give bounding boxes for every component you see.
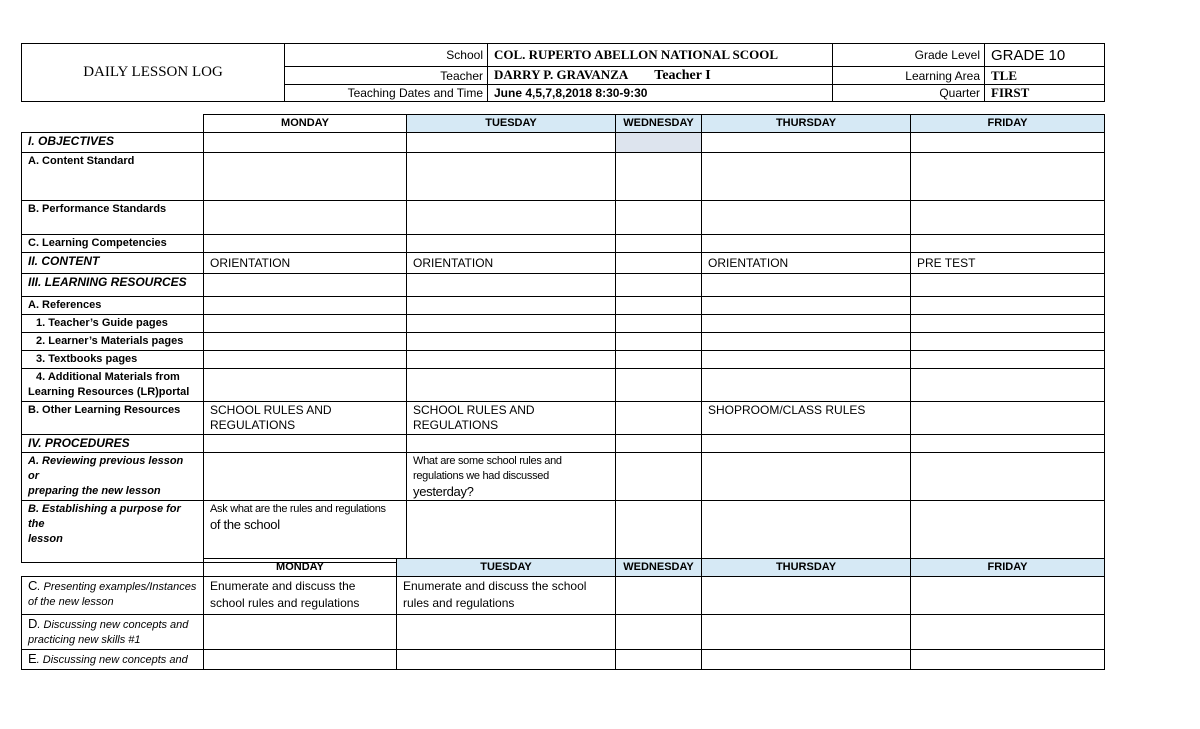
additional-materials-line2: Learning Resources (LR)portal (28, 386, 190, 398)
discussing1-line1: . Discussing new concepts and (37, 619, 189, 631)
table-row (22, 253, 1105, 274)
day-tuesday: TUESDAY (407, 115, 616, 133)
other-resources-monday: SCHOOL RULES AND REGULATIONS (204, 402, 407, 435)
presenting-monday-line2: school rules and regulations (210, 596, 360, 610)
table-row (22, 133, 1105, 153)
purpose-line1: B. Establishing a purpose for the (28, 503, 181, 530)
purpose-line2: lesson (28, 533, 63, 545)
table-row (22, 402, 1105, 435)
table-row (22, 501, 1105, 563)
quarter-label: Quarter (833, 85, 985, 102)
presenting-tuesday-line1: Enumerate and discuss the school (403, 579, 587, 593)
other-resources-tuesday: SCHOOL RULES AND REGULATIONS (407, 402, 616, 435)
presenting-label (22, 577, 204, 615)
learning-area-value: TLE (985, 67, 1105, 85)
table-row (22, 615, 1105, 650)
day-tuesday: TUESDAY (397, 559, 616, 577)
reviewing-line2: preparing the new lesson (28, 485, 161, 497)
school-label: School (285, 44, 488, 67)
lesson-plan-table-continued (21, 558, 1105, 670)
day-friday: FRIDAY (911, 115, 1105, 133)
day-wednesday: WEDNESDAY (616, 559, 702, 577)
document-title: DAILY LESSON LOG (22, 44, 285, 102)
purpose-monday-line2: of the school (210, 517, 280, 532)
table-row (22, 650, 1105, 670)
learning-resources-heading: III. LEARNING RESOURCES (22, 274, 204, 297)
content-friday: PRE TEST (911, 253, 1105, 274)
table-row (22, 577, 1105, 615)
learners-materials-label: 2. Learner’s Materials pages (22, 333, 204, 351)
presenting-monday-line1: Enumerate and discuss the (210, 579, 356, 593)
dates-value: June 4,5,7,8,2018 8:30-9:30 (488, 85, 833, 102)
discussing2-label (22, 650, 204, 670)
performance-standards-label: B. Performance Standards (22, 201, 204, 235)
presenting-line1: . Presenting examples/Instances (37, 581, 197, 593)
teacher-label: Teacher (285, 67, 488, 85)
content-tuesday: ORIENTATION (407, 253, 616, 274)
content-standard-label: A. Content Standard (22, 153, 204, 201)
day-thursday: THURSDAY (702, 559, 911, 577)
presenting-tuesday-line2: rules and regulations (403, 596, 515, 610)
table-row (22, 201, 1105, 235)
day-header-row (22, 559, 1105, 577)
table-row (22, 315, 1105, 333)
purpose-label (22, 501, 204, 563)
day-header-row (22, 115, 1105, 133)
additional-materials-line1: 4. Additional Materials from (36, 371, 180, 383)
day-monday: MONDAY (204, 559, 397, 577)
reviewing-tuesday (407, 453, 616, 501)
table-row (22, 297, 1105, 315)
presenting-tuesday (397, 577, 616, 615)
references-label: A. References (22, 297, 204, 315)
dates-label: Teaching Dates and Time (285, 85, 488, 102)
procedures-heading: IV. PROCEDURES (22, 435, 204, 453)
discussing1-label (22, 615, 204, 650)
reviewing-line1: A. Reviewing previous lesson or (28, 455, 184, 482)
other-resources-thursday: SHOPROOM/CLASS RULES (702, 402, 911, 435)
day-friday: FRIDAY (911, 559, 1105, 577)
reviewing-tuesday-line2: regulations we had discussed (413, 470, 549, 482)
other-resources-label: B. Other Learning Resources (22, 402, 204, 435)
grade-level-label: Grade Level (833, 44, 985, 67)
teacher-name: DARRY P. GRAVANZA (494, 67, 629, 82)
school-value: COL. RUPERTO ABELLON NATIONAL SCOOL (488, 44, 833, 67)
quarter-value: FIRST (985, 85, 1105, 102)
additional-materials-label (22, 369, 204, 402)
textbooks-label: 3. Textbooks pages (22, 351, 204, 369)
discussing1-letter: D (28, 616, 38, 631)
day-monday: MONDAY (204, 115, 407, 133)
learning-area-label: Learning Area (833, 67, 985, 85)
content-thursday: ORIENTATION (702, 253, 911, 274)
teachers-guide-label: 1. Teacher’s Guide pages (22, 315, 204, 333)
objectives-heading: I. OBJECTIVES (22, 133, 204, 153)
discussing2-letter: E (28, 651, 37, 666)
presenting-monday (204, 577, 397, 615)
content-heading: II. CONTENT (22, 253, 204, 274)
grade-level-value: GRADE 10 (985, 44, 1105, 67)
table-row (22, 153, 1105, 201)
lesson-plan-table (21, 114, 1105, 563)
reviewing-label (22, 453, 204, 501)
teacher-value (488, 67, 833, 85)
table-row (22, 351, 1105, 369)
teacher-position: Teacher I (654, 68, 711, 83)
table-row (22, 235, 1105, 253)
reviewing-tuesday-line3: yesterday? (413, 484, 474, 499)
table-row (22, 274, 1105, 297)
learning-competencies-label: C. Learning Competencies (22, 235, 204, 253)
presenting-letter: C (28, 578, 38, 593)
table-row (22, 453, 1105, 501)
lesson-log-header (21, 43, 1105, 102)
discussing2-line1: . Discussing new concepts and (36, 654, 188, 666)
day-thursday: THURSDAY (702, 115, 911, 133)
purpose-monday (204, 501, 407, 563)
reviewing-tuesday-line1: What are some school rules and (413, 455, 562, 467)
presenting-line2: of the new lesson (28, 596, 114, 608)
table-row (22, 435, 1105, 453)
purpose-monday-line1: Ask what are the rules and regulations (210, 503, 386, 515)
content-monday: ORIENTATION (204, 253, 407, 274)
discussing1-line2: practicing new skills #1 (28, 634, 141, 646)
day-wednesday: WEDNESDAY (616, 115, 702, 133)
table-row (22, 333, 1105, 351)
table-row (22, 369, 1105, 402)
